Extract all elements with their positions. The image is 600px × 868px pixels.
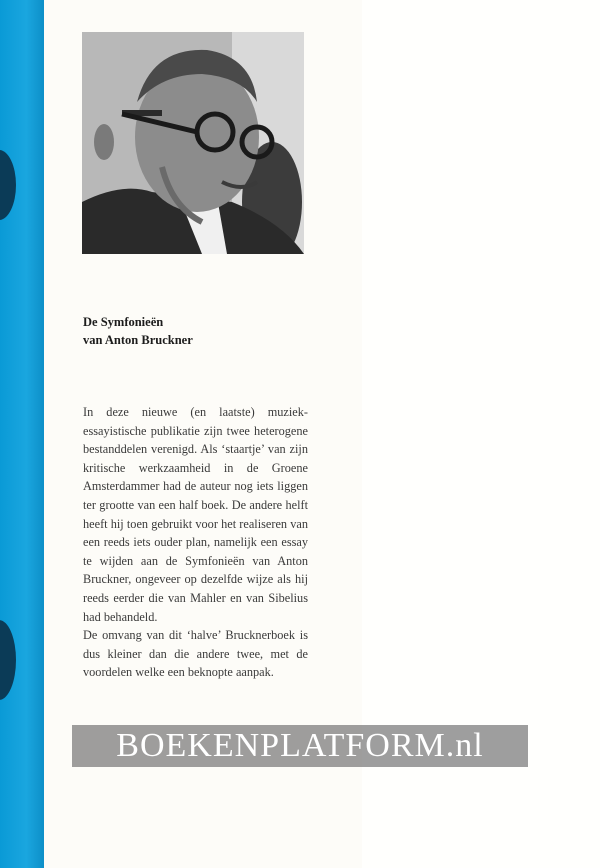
blurb-paragraph-2: De omvang van dit ‘halve’ Brucknerboek is dus kleiner dan die andere twee, met de voordelen welke een beknopte aanpak. [83, 628, 308, 680]
book-title [83, 313, 323, 349]
book-title-line2: van Anton Bruckner [83, 333, 193, 347]
blurb [83, 403, 308, 682]
author-portrait-icon [82, 32, 304, 254]
watermark-banner [72, 725, 528, 767]
blurb-paragraph-1: In deze nieuwe (en laatste) muziek-essayistische publikatie zijn twee heterogene bestanddelen verenigd. Als ‘staartje’ van zijn kritische werkzaamheid in de Groene Amsterdammer had de auteur nog iets liggen ter grootte van een half boek. De andere helft heeft hij toen gebruikt voor het realiseren van een reeds iets ouder plan, namelijk een essay te wijden aan de Symfonieën van Anton Bruckner, ongeveer op dezelfde wijze als hij reeds eerder die van Mahler en van Sibelius had behandeld. [83, 405, 308, 624]
book-title-line1: De Symfonieën [83, 315, 164, 329]
watermark-text: BOEKENPLATFORM.nl [116, 727, 484, 764]
blue-spine-stripe [0, 0, 44, 868]
author-portrait [82, 32, 304, 254]
